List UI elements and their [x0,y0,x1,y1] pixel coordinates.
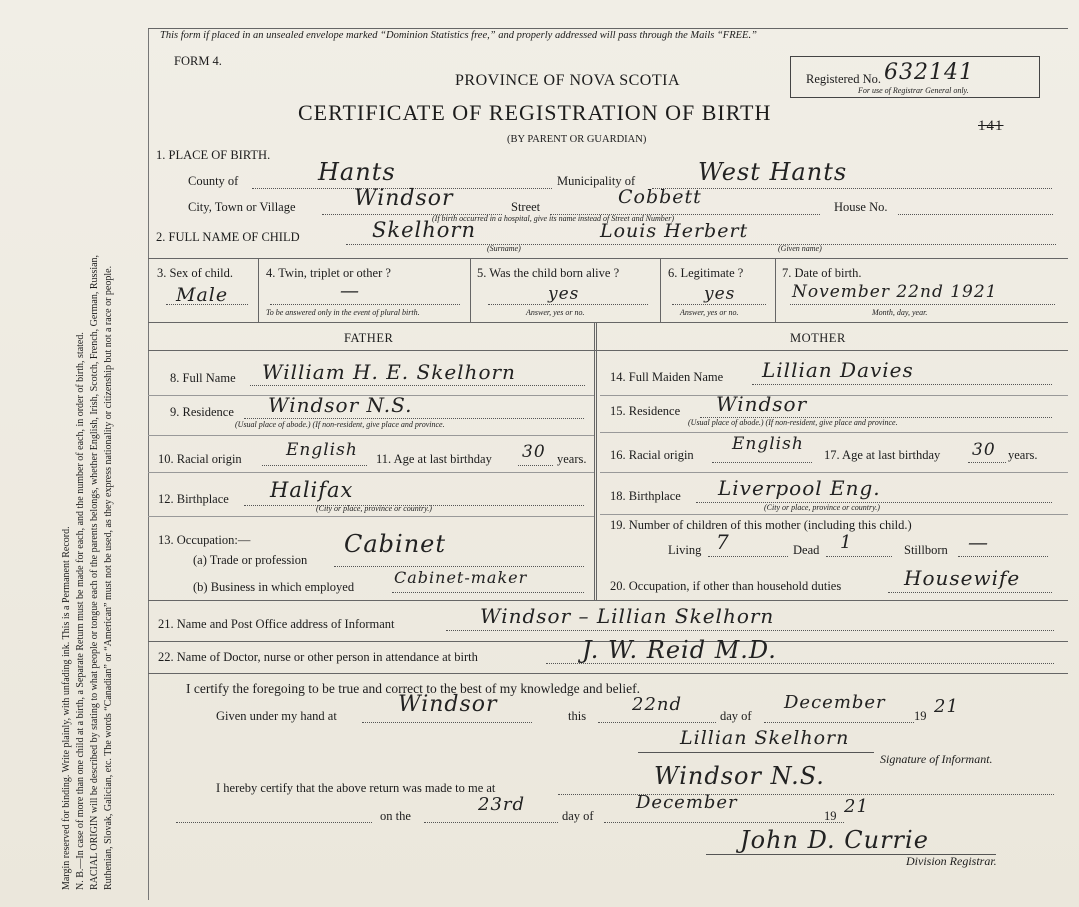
informant-signature-caption: Signature of Informant. [880,752,993,766]
mother-residence-note: (Usual place of abode.) (If non-resident, give place and province. [688,418,898,427]
mother-years: years. [1008,448,1038,462]
mother-age-line [968,462,1006,463]
dob-line [790,304,1055,305]
father-trade-line [334,566,584,567]
mother-occupation-line [888,592,1052,593]
father-heading: FATHER [344,331,394,345]
municipality-value: West Hants [698,158,848,186]
margin-note-1: Margin reserved for binding. Write plainly, with unfading ink. This is a Permanent Record. [61,526,72,890]
stillborn-line [958,556,1048,557]
sex-value: Male [176,284,229,306]
registrar-day-of-label: day of [562,809,594,823]
registrar-blank-line [176,822,372,823]
mother-racial-label: 16. Racial origin [610,448,694,462]
municipality-label: Municipality of [557,174,636,188]
registrar-statement: I hereby certify that the above return was made to me at [216,781,496,795]
margin-note-3: RACIAL ORIGIN will be described by stating to what people or tongue each of the parents belongs, whether English, Irish, Scotch, French, German, Russian, [89,254,100,890]
page-title: CERTIFICATE OF REGISTRATION OF BIRTH [298,100,772,125]
left-border [148,28,149,900]
given-month: December [784,692,886,713]
surname-caption: (Surname) [487,244,521,253]
dob-value: November 22nd 1921 [792,282,998,302]
father-trade-label: (a) Trade or profession [193,553,308,567]
father-racial-label: 10. Racial origin [158,452,242,466]
day-line [598,722,716,723]
parents-bottom-rule [148,600,1068,601]
registrar-year-prefix: 19 [824,809,837,823]
mother-residence: Windsor [716,392,808,416]
registrar-place: Windsor N.S. [654,762,825,790]
mother-birthplace-note: (City or place, province or country.) [764,503,880,512]
mother-racial-line [712,462,812,463]
registered-label: Registered No. [806,72,881,86]
registrar-year: 21 [844,796,869,817]
margin-note-2: N. B.—In case of more than one child at a birth, a Separate Return must be made for each, and the number of each, in order of birth, stated. [75,332,86,890]
registered-note: For use of Registrar General only. [858,86,969,95]
registrar-day: 23rd [478,794,526,815]
mother-name: Lillian Davies [762,358,914,382]
county-value: Hants [318,158,396,186]
father-birthplace: Halifax [270,478,354,502]
given-day: 22nd [632,694,683,715]
row-3-divider-4 [775,258,776,322]
father-residence-label: 9. Residence [170,405,234,419]
informant-value: Windsor – Lillian Skelhorn [480,604,775,628]
month-line [764,722,914,723]
father-business: Cabinet-maker [394,568,528,587]
mother-birthplace: Liverpool Eng. [718,476,881,500]
twin-note: To be answered only in the event of plural birth. [266,308,420,317]
alive-line [488,304,648,305]
mother-children-label: 19. Number of children of this mother (including this child.) [610,518,912,532]
mother-racial: English [732,434,804,454]
mother-rule-1 [600,395,1068,396]
parents-divider [594,322,597,600]
form-number: FORM 4. [174,54,222,68]
informant-label: 21. Name and Post Office address of Informant [158,617,395,631]
living-label: Living [668,543,702,557]
doctor-label: 22. Name of Doctor, nurse or other person in attendance at birth [158,650,478,664]
twin-value: — [340,280,360,302]
father-age-line [518,465,553,466]
father-residence: Windsor N.S. [268,393,413,417]
parents-header-rule [148,350,1068,351]
margin-notes [60,30,116,890]
child-name-label: 2. FULL NAME OF CHILD [156,230,300,244]
father-rule-3 [148,472,594,473]
registrar-caption: Division Registrar. [906,854,997,868]
sex-label: 3. Sex of child. [157,266,234,280]
place-of-birth-heading: 1. PLACE OF BIRTH. [156,148,271,162]
father-years: years. [557,452,587,466]
doctor-rule [148,673,1068,674]
given-place: Windsor [398,692,498,717]
twin-line [270,304,460,305]
father-age-label: 11. Age at last birthday [376,452,492,466]
struck-number: 141 [978,118,1004,134]
certify-statement: I certify the foregoing to be true and correct to the best of my knowledge and belief. [186,681,640,696]
registrar-place-line [558,794,1054,795]
margin-note-4: Ruthenian, Slovak, Galician, etc. The words “Canadian” or “American” must not be used, as they express nationality or citizenship but not a race or people. [103,265,114,890]
legit-label: 6. Legitimate ? [668,266,744,280]
informant-signature-line [638,752,874,753]
father-name-label: 8. Full Name [170,371,236,385]
row-3-top-rule [148,258,1068,259]
given-caption: (Given name) [778,244,822,253]
given-year-prefix: 19 [914,709,927,723]
informant-line [446,630,1054,631]
registered-number: 632141 [884,60,974,85]
top-note: This form if placed in an unsealed envelope marked “Dominion Statistics free,” and properly addressed will pass through the Mails “FREE.” [160,30,757,41]
mother-age-label: 17. Age at last birthday [824,448,941,462]
registrar-month: December [636,792,738,813]
registrar-on-label: on the [380,809,411,823]
mother-name-line [752,384,1052,385]
county-label: County of [188,174,239,188]
dob-label: 7. Date of birth. [782,266,862,280]
row-3-divider-3 [660,258,661,322]
page-subtitle: (BY PARENT OR GUARDIAN) [507,134,647,145]
mother-rule-4 [600,514,1068,515]
street-label: Street [511,200,541,214]
registrar-month-line [604,822,844,823]
municipality-line [652,188,1052,189]
father-racial-line [262,465,367,466]
row-3-divider-1 [258,258,259,322]
informant-signature: Lillian Skelhorn [680,727,850,749]
province-heading: PROVINCE OF NOVA SCOTIA [455,72,681,89]
legit-line [672,304,766,305]
father-occupation-label: 13. Occupation:— [158,533,251,547]
mother-rule-2 [600,432,1068,433]
given-label: Given under my hand at [216,709,337,723]
city-value: Windsor [354,186,454,211]
alive-label: 5. Was the child born alive ? [477,266,620,280]
given-year: 21 [934,696,959,717]
city-label: City, Town or Village [188,200,296,214]
street-value: Cobbett [618,186,702,208]
twin-label: 4. Twin, triplet or other ? [266,266,391,280]
legit-value: yes [704,284,736,304]
living-line [708,556,788,557]
this-label: this [568,709,587,723]
mother-name-label: 14. Full Maiden Name [610,370,724,384]
mother-birthplace-label: 18. Birthplace [610,489,681,503]
father-business-label: (b) Business in which employed [193,580,355,594]
legit-note: Answer, yes or no. [680,308,739,317]
mother-occupation-label: 20. Occupation, if other than household duties [610,579,842,593]
house-label: House No. [834,200,888,214]
stillborn-value: — [968,530,989,554]
hospital-note: (If birth occurred in a hospital, give its name instead of Street and Number) [432,214,675,223]
dob-note: Month, day, year. [872,308,928,317]
alive-value: yes [548,284,580,304]
row-3-bottom-rule [148,322,1068,323]
sex-line [166,304,248,305]
dead-label: Dead [793,543,820,557]
child-name-line [346,244,1056,245]
living-value: 7 [716,530,730,554]
mother-residence-label: 15. Residence [610,404,681,418]
father-age: 30 [522,442,546,462]
father-rule-2 [148,435,594,436]
father-birthplace-label: 12. Birthplace [158,492,229,506]
mother-age: 30 [972,440,996,460]
registrar-day-line [424,822,558,823]
mother-heading: MOTHER [790,331,846,345]
father-trade: Cabinet [344,530,447,558]
father-name-line [250,385,585,386]
house-line [898,214,1053,215]
alive-note: Answer, yes or no. [526,308,585,317]
dead-value: 1 [840,532,853,553]
father-racial: English [286,440,358,460]
mother-occupation: Housewife [904,566,1021,590]
doctor-value: J. W. Reid M.D. [582,636,777,664]
dead-line [826,556,892,557]
father-rule-4 [148,516,594,517]
stillborn-label: Stillborn [904,543,948,557]
child-surname: Skelhorn [372,218,476,242]
row-3-divider-2 [470,258,471,322]
top-border [148,28,1068,29]
registrar-signature: John D. Currie [740,826,929,854]
father-name: William H. E. Skelhorn [262,360,516,384]
father-residence-note: (Usual place of abode.) (If non-resident, give place and province. [235,420,445,429]
mother-rule-3 [600,472,1068,473]
day-of-label: day of [720,709,752,723]
father-residence-line [244,418,584,419]
child-given-name: Louis Herbert [600,220,749,242]
given-place-line [362,722,532,723]
father-business-line [392,592,584,593]
father-birthplace-note: (City or place, province or country.) [316,504,432,513]
